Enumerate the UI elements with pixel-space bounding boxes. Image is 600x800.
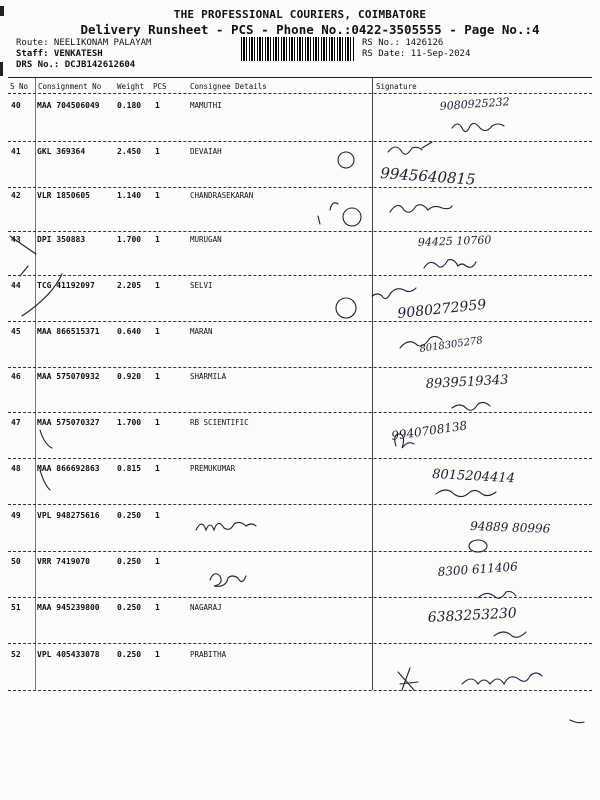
signature-scribble [22,274,62,316]
row-pcs: 1 [155,101,160,110]
row-consignment-no: TCG 41192097 [37,281,95,290]
row-weight: 0.250 [117,511,142,520]
handwritten-phone: 9080272959 [396,296,488,322]
row-weight: 1.140 [117,191,142,200]
row-weight: 0.250 [117,650,142,659]
row-pcs: 1 [155,650,160,659]
row-consignee: NAGARAJ [190,603,222,612]
row-weight: 0.920 [117,372,142,381]
row-sno: 48 [11,464,21,473]
handwritten-phone: 94425 10760 [417,233,492,249]
company-title: THE PROFESSIONAL COURIERS, COIMBATORE [173,8,427,21]
row-sno: 46 [11,372,21,381]
row-consignee: MURUGAN [190,235,222,244]
staff-line: Staff: VENKATESH [16,49,103,59]
rs-date: RS Date: 11-Sep-2024 [362,49,471,59]
row-consignment-no: MAA 866515371 [37,327,100,336]
row-sno: 51 [11,603,21,612]
row-pcs: 1 [155,372,160,381]
runsheet-subtitle: Delivery Runsheet - PCS - Phone No.:0422-3505555 - Page No.:4 [80,22,540,37]
row-consignment-no: VPL 405433078 [37,650,100,659]
signature-scribble [398,668,418,690]
row-consignment-no: MAA 575070932 [37,372,100,381]
signature-scribble [478,592,516,599]
col-sno: S No [10,82,29,91]
row-sno: 44 [11,281,21,290]
signature-scribble [196,522,256,530]
row-consignment-no: MAA 866692863 [37,464,100,473]
signature-scribble [570,720,584,723]
handwritten-phone: 8300 611406 [437,559,519,579]
signature-scribble [40,430,52,448]
row-pcs: 1 [155,511,160,520]
signature-scribble [372,288,416,299]
row-sno: 45 [11,327,21,336]
row-weight: 0.250 [117,557,142,566]
row-pcs: 1 [155,235,160,244]
row-weight: 0.815 [117,464,142,473]
row-consignment-no: MAA 575070327 [37,418,100,427]
handwritten-phone: 9945640815 [379,164,477,189]
signature-scribble [462,673,542,684]
row-weight: 1.700 [117,418,142,427]
row-sno: 47 [11,418,21,427]
row-consignee: MARAN [190,327,213,336]
row-consignee: CHANDRASEKARAN [190,191,254,200]
row-consignment-no: MAA 704506049 [37,101,100,110]
row-consignment-no: VPL 948275616 [37,511,100,520]
signature-scribble [424,260,476,268]
row-consignee: RB SCIENTIFIC [190,418,249,427]
signature-scribble [388,142,432,154]
row-sno: 42 [11,191,21,200]
row-pcs: 1 [155,327,160,336]
signature-scribble [494,632,526,637]
row-consignment-no: GKL 369364 [37,147,86,156]
signature-scribble [318,203,338,224]
handwritten-phone: 94889 80996 [469,519,551,536]
row-sno: 40 [11,101,21,110]
row-pcs: 1 [155,147,160,156]
row-pcs: 1 [155,603,160,612]
col-signature: Signature [376,82,417,91]
signature-scribble [390,205,452,213]
row-sno: 52 [11,650,21,659]
row-pcs: 1 [155,281,160,290]
row-pcs: 1 [155,464,160,473]
row-weight: 2.205 [117,281,142,290]
rs-number: RS No.: 1426126 [362,38,444,48]
row-consignee: DEVAIAH [190,147,222,156]
row-consignee: MAMUTHI [190,101,222,110]
signature-scribble [452,402,490,410]
row-weight: 0.640 [117,327,142,336]
signature-scribble [40,470,50,490]
row-weight: 2.450 [117,147,142,156]
row-consignment-no: VRR 7419070 [37,557,90,566]
signature-scribble [469,540,487,552]
signature-scribble [210,574,246,587]
row-weight: 0.250 [117,603,142,612]
row-sno: 50 [11,557,21,566]
row-consignee: PRABITHA [190,650,227,659]
row-weight: 0.180 [117,101,142,110]
row-sno: 41 [11,147,21,156]
route-line: Route: NEELIKONAM PALAYAM [16,38,152,48]
col-pcs: PCS [153,82,167,91]
handwritten-phone: 8939519343 [425,372,509,392]
signature-scribble [10,236,36,276]
signature-scribble [343,208,361,226]
col-weight: Weight [117,82,145,91]
handwritten-phone: 8018305278 [418,335,484,355]
handwritten-phone: 9940708138 [390,418,469,443]
row-pcs: 1 [155,191,160,200]
handwritten-phone: 8015204414 [431,467,516,487]
row-sno: 43 [11,235,21,244]
row-weight: 1.700 [117,235,142,244]
row-sno: 49 [11,511,21,520]
drs-number: DRS No.: DCJB142612604 [16,60,136,70]
handwritten-phone: 9080925232 [439,95,511,113]
row-pcs: 1 [155,557,160,566]
signature-scribble [338,152,354,168]
signature-scribble [336,298,356,318]
signature-scribble [452,123,504,131]
row-consignee: SHARMILA [190,372,227,381]
handwritten-phone: 6383253230 [427,605,518,626]
row-pcs: 1 [155,418,160,427]
row-consignee: SELVI [190,281,213,290]
signature-scribble [436,490,496,497]
row-consignment-no: VLR 1850605 [37,191,90,200]
row-consignee: PREMUKUMAR [190,464,236,473]
row-consignment-no: MAA 945239800 [37,603,100,612]
col-consignment: Consignment No [38,82,102,91]
col-consignee: Consignee Details [190,82,267,91]
row-consignment-no: DPI 350883 [37,235,86,244]
